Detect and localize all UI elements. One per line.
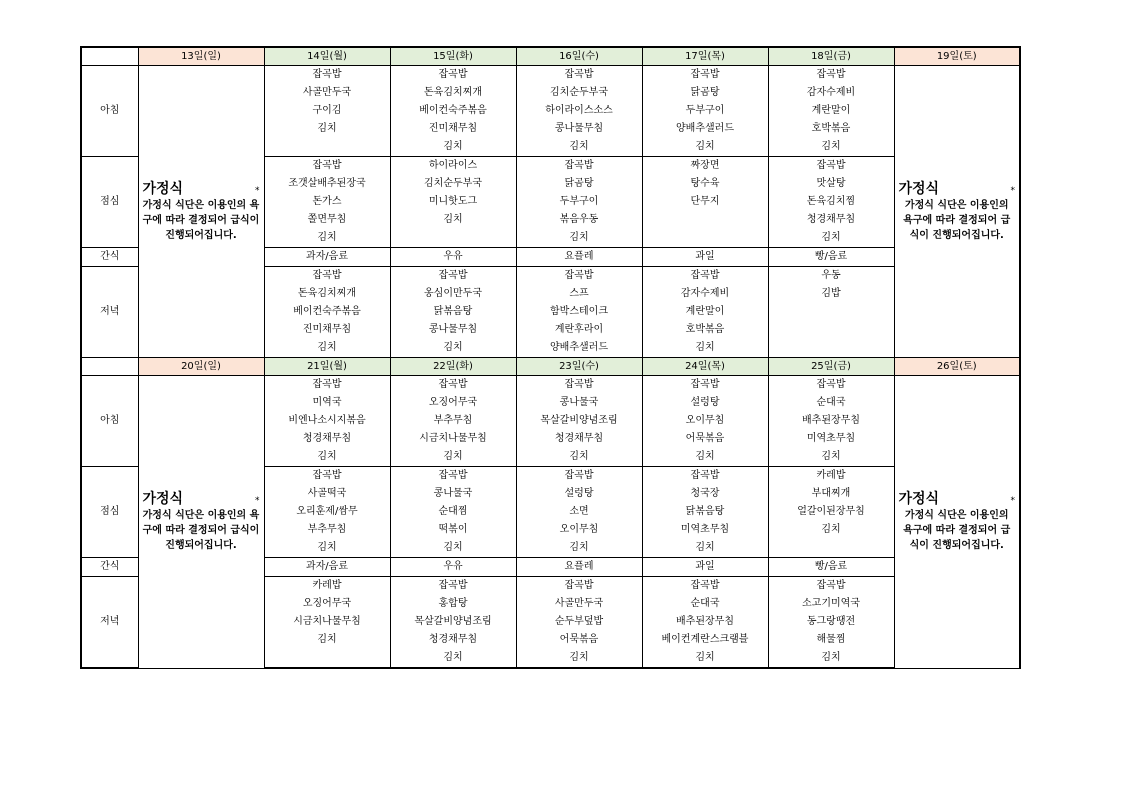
meal-label-snack: 간식 (81, 558, 138, 577)
home-meal-title (143, 490, 260, 508)
menu-item: 잡곡밥 (438, 69, 468, 80)
date-header: 19일(토) (894, 47, 1020, 66)
date-header: 14일(월) (264, 47, 390, 66)
home-meal-title (899, 180, 1016, 198)
home-meal-desc: 가정식 식단은 이용인의 욕구에 따라 결정되어 급식이 진행되어집니다. (142, 200, 260, 241)
menu-item: 순대국 (816, 397, 846, 408)
date-header: 26일(토) (894, 358, 1020, 376)
menu-cell: 빵/음료 (768, 248, 894, 267)
menu-item: 잡곡밥 (690, 379, 720, 390)
menu-item: 해물찜 (816, 634, 846, 645)
menu-cell (264, 66, 390, 157)
date-header-row (81, 358, 1020, 376)
menu-cell: 과일 (642, 248, 768, 267)
weekly-meal-table (80, 46, 1021, 669)
menu-item: 우동 (821, 270, 841, 281)
menu-item: 김치 (443, 451, 463, 462)
menu-item: 계란말이 (811, 105, 851, 116)
menu-item: 베이컨숙주볶음 (293, 306, 361, 317)
menu-item: 스프 (569, 288, 589, 299)
menu-item: 목살갈비양념조림 (414, 616, 492, 627)
meal-row-breakfast (81, 376, 1020, 467)
menu-item: 계란후라이 (554, 324, 604, 335)
menu-item: 떡볶이 (438, 524, 468, 535)
menu-item: 잡곡밥 (816, 69, 846, 80)
menu-item: 김치 (695, 652, 715, 663)
menu-item: 계란말이 (685, 306, 725, 317)
meal-label-breakfast: 아침 (81, 66, 138, 157)
menu-item: 김치 (821, 451, 841, 462)
menu-item: 미니핫도그 (428, 196, 478, 207)
menu-item: 목살갈비양념조림 (540, 415, 618, 426)
menu-item: 김치 (317, 542, 337, 553)
menu-item: 김치 (821, 524, 841, 535)
menu-item: 돈육김치찌개 (298, 288, 356, 299)
menu-item: 베이컨계란스크램블 (661, 634, 749, 645)
menu-item: 콩나물국 (559, 397, 599, 408)
menu-cell (642, 376, 768, 467)
meal-label-dinner: 저녁 (81, 267, 138, 358)
menu-item: 김치 (695, 141, 715, 152)
menu-item: 잡곡밥 (438, 470, 468, 481)
menu-cell (516, 66, 642, 157)
menu-item: 짜장면 (690, 160, 720, 171)
menu-cell: 과일 (642, 558, 768, 577)
date-header: 21일(월) (264, 358, 390, 376)
menu-item: 설렁탕 (690, 397, 720, 408)
home-meal-title-text: 가정식 (142, 181, 184, 197)
date-header-row (81, 47, 1020, 66)
menu-item: 하이라이스 (428, 160, 478, 171)
menu-item: 김치순두부국 (550, 87, 608, 98)
date-header: 15일(화) (390, 47, 516, 66)
date-header: 20일(일) (138, 358, 264, 376)
menu-item: 배추된장무침 (802, 415, 860, 426)
menu-item: 잡곡밥 (312, 270, 342, 281)
menu-cell (642, 267, 768, 358)
meal-label-lunch: 점심 (81, 467, 138, 558)
menu-item: 옹심이만두국 (424, 288, 482, 299)
menu-item: 콩나물무침 (428, 324, 478, 335)
menu-item: 오징어무국 (428, 397, 478, 408)
asterisk-mark: * (1010, 186, 1015, 196)
menu-item: 잡곡밥 (564, 160, 594, 171)
menu-cell: 과자/음료 (264, 558, 390, 577)
menu-cell (264, 157, 390, 248)
menu-item: 미역초무침 (680, 524, 730, 535)
menu-item: 잡곡밥 (564, 69, 594, 80)
menu-cell (768, 577, 894, 669)
menu-item: 순대국 (690, 598, 720, 609)
menu-item: 카레밥 (312, 580, 342, 591)
menu-item: 김치 (569, 652, 589, 663)
menu-item: 순두부덮밥 (554, 616, 604, 627)
menu-item: 닭곰탕 (564, 178, 594, 189)
menu-item: 미역초무침 (806, 433, 856, 444)
menu-cell (642, 66, 768, 157)
menu-item: 부대찌개 (811, 488, 851, 499)
menu-item: 사골떡국 (307, 488, 347, 499)
asterisk-mark: * (1010, 496, 1015, 507)
menu-item: 잡곡밥 (690, 69, 720, 80)
menu-item: 호박볶음 (685, 324, 725, 335)
menu-item: 콩나물무침 (554, 123, 604, 134)
menu-item: 양배추샐러드 (676, 123, 734, 134)
menu-item: 김치순두부국 (424, 178, 482, 189)
menu-item: 소면 (569, 506, 589, 517)
home-meal-desc: 가정식 식단은 이용인의 욕구에 따라 결정되어 급식이 진행되어집니다. (903, 200, 1011, 241)
menu-item: 단무지 (690, 196, 720, 207)
menu-item: 김치 (443, 342, 463, 353)
date-header: 16일(수) (516, 47, 642, 66)
menu-item: 시금치나물무침 (419, 433, 487, 444)
menu-item: 돈육김치찌개 (424, 87, 482, 98)
menu-item: 소고기미역국 (802, 598, 860, 609)
menu-item: 잡곡밥 (816, 379, 846, 390)
menu-item: 오징어무국 (302, 598, 352, 609)
menu-item: 감자수제비 (680, 288, 730, 299)
menu-item: 김치 (443, 542, 463, 553)
menu-item: 김치 (569, 141, 589, 152)
menu-cell (390, 157, 516, 248)
menu-cell (264, 267, 390, 358)
menu-item: 어묵볶음 (685, 433, 725, 444)
menu-item: 동그랑땡전 (806, 616, 856, 627)
menu-item: 김치 (443, 652, 463, 663)
header-blank (81, 358, 138, 376)
home-meal-cell (894, 66, 1020, 358)
menu-item: 잡곡밥 (690, 470, 720, 481)
menu-item: 청경채무침 (428, 634, 478, 645)
menu-item: 콩나물국 (433, 488, 473, 499)
menu-item: 두부구이 (685, 105, 725, 116)
menu-item: 얼갈이된장무침 (797, 506, 865, 517)
menu-item: 비엔나소시지볶음 (288, 415, 366, 426)
menu-item: 김치 (695, 451, 715, 462)
menu-item: 김치 (695, 542, 715, 553)
menu-cell (390, 267, 516, 358)
menu-item: 베이컨숙주볶음 (419, 105, 487, 116)
menu-item: 김치 (443, 141, 463, 152)
menu-cell (768, 376, 894, 467)
menu-item: 하이라이스소스 (545, 105, 613, 116)
menu-item: 순대찜 (438, 506, 468, 517)
menu-item: 홍합탕 (438, 598, 468, 609)
menu-item: 잡곡밥 (564, 379, 594, 390)
home-meal-cell (138, 66, 264, 358)
menu-item: 김치 (317, 451, 337, 462)
menu-item: 김치 (821, 232, 841, 243)
menu-item: 시금치나물무침 (293, 616, 361, 627)
date-header: 23일(수) (516, 358, 642, 376)
menu-item: 카레밥 (816, 470, 846, 481)
menu-item: 김치 (317, 232, 337, 243)
meal-label-lunch: 점심 (81, 157, 138, 248)
menu-cell (390, 376, 516, 467)
date-header: 22일(화) (390, 358, 516, 376)
menu-item: 잡곡밥 (312, 379, 342, 390)
menu-item: 잡곡밥 (312, 160, 342, 171)
menu-cell (516, 157, 642, 248)
menu-item: 김치 (569, 232, 589, 243)
menu-item: 볶음우동 (559, 214, 599, 225)
menu-item: 돈가스 (312, 196, 342, 207)
menu-item: 잡곡밥 (564, 470, 594, 481)
menu-cell (768, 467, 894, 558)
menu-item: 잡곡밥 (564, 270, 594, 281)
home-meal-cell (894, 376, 1020, 669)
meal-row-breakfast (81, 66, 1020, 157)
menu-cell (768, 157, 894, 248)
home-meal-title (143, 180, 260, 198)
menu-item: 잡곡밥 (312, 470, 342, 481)
menu-item: 오리훈제/쌈무 (296, 506, 358, 517)
menu-item: 잡곡밥 (438, 270, 468, 281)
menu-item: 잡곡밥 (438, 379, 468, 390)
menu-cell (642, 157, 768, 248)
home-meal-title-text: 가정식 (898, 181, 940, 197)
menu-cell (642, 577, 768, 669)
menu-cell (264, 467, 390, 558)
asterisk-mark: * (255, 496, 260, 507)
meal-label-snack: 간식 (81, 248, 138, 267)
home-meal-desc: 가정식 식단은 이용인의 욕구에 따라 결정되어 급식이 진행되어집니다. (903, 510, 1011, 552)
menu-item: 김치 (569, 542, 589, 553)
menu-item: 청경채무침 (806, 214, 856, 225)
menu-item: 청국장 (690, 488, 720, 499)
menu-cell (516, 267, 642, 358)
menu-cell (642, 467, 768, 558)
menu-cell (264, 376, 390, 467)
menu-item: 돈육김치찜 (806, 196, 856, 207)
menu-item: 잡곡밥 (690, 580, 720, 591)
menu-item: 두부구이 (559, 196, 599, 207)
menu-cell (390, 66, 516, 157)
menu-item: 부추무침 (307, 524, 347, 535)
menu-cell (516, 376, 642, 467)
menu-item: 청경채무침 (554, 433, 604, 444)
menu-item: 부추무침 (433, 415, 473, 426)
menu-cell (768, 66, 894, 157)
menu-cell (516, 577, 642, 669)
menu-item: 닭볶음탕 (433, 306, 473, 317)
date-header: 17일(목) (642, 47, 768, 66)
home-meal-cell (138, 376, 264, 669)
menu-cell: 빵/음료 (768, 558, 894, 577)
menu-item: 미역국 (312, 397, 342, 408)
home-meal-title-text: 가정식 (898, 491, 940, 508)
menu-cell: 요플레 (516, 248, 642, 267)
menu-cell (516, 467, 642, 558)
menu-cell (768, 267, 894, 358)
menu-cell: 우유 (390, 558, 516, 577)
date-header: 25일(금) (768, 358, 894, 376)
home-meal-desc: 가정식 식단은 이용인의 욕구에 따라 결정되어 급식이 진행되어집니다. (142, 510, 260, 552)
menu-item: 김치 (317, 342, 337, 353)
menu-item: 잡곡밥 (690, 270, 720, 281)
date-header: 13일(일) (138, 47, 264, 66)
menu-item: 설렁탕 (564, 488, 594, 499)
menu-item: 쫄면무침 (307, 214, 347, 225)
menu-item: 닭볶음탕 (685, 506, 725, 517)
menu-item: 사골만두국 (554, 598, 604, 609)
meal-label-breakfast: 아침 (81, 376, 138, 467)
menu-item: 진미채무침 (428, 123, 478, 134)
menu-item: 잡곡밥 (312, 69, 342, 80)
home-meal-title-text: 가정식 (142, 491, 184, 508)
menu-item: 함박스테이크 (550, 306, 608, 317)
menu-item: 호박볶음 (811, 123, 851, 134)
menu-item: 배추된장무침 (676, 616, 734, 627)
menu-item: 김치 (443, 214, 463, 225)
menu-item: 감자수제비 (806, 87, 856, 98)
menu-item: 닭곰탕 (690, 87, 720, 98)
menu-item: 양배추샐러드 (550, 342, 608, 353)
menu-cell: 과자/음료 (264, 248, 390, 267)
date-header: 24일(목) (642, 358, 768, 376)
menu-item: 김치 (821, 652, 841, 663)
menu-item: 구이김 (312, 105, 342, 116)
menu-item: 오이무침 (559, 524, 599, 535)
menu-item: 김치 (569, 451, 589, 462)
home-meal-title (899, 490, 1016, 508)
menu-item: 어묵볶음 (559, 634, 599, 645)
header-blank (81, 47, 138, 66)
menu-item: 김치 (317, 634, 337, 645)
meal-label-dinner: 저녁 (81, 577, 138, 669)
menu-item: 김치 (821, 141, 841, 152)
menu-cell (390, 577, 516, 669)
menu-item: 잡곡밥 (438, 580, 468, 591)
menu-item: 조갯살배추된장국 (288, 178, 366, 189)
menu-item: 김밥 (821, 288, 841, 299)
menu-item: 잡곡밥 (816, 160, 846, 171)
asterisk-mark: * (255, 186, 260, 196)
menu-item: 맛살탕 (816, 178, 846, 189)
menu-item: 사골만두국 (302, 87, 352, 98)
menu-item: 잡곡밥 (564, 580, 594, 591)
menu-item: 오이무침 (685, 415, 725, 426)
menu-cell (264, 577, 390, 669)
menu-item: 청경채무침 (302, 433, 352, 444)
menu-item: 진미채무침 (302, 324, 352, 335)
menu-item: 탕수육 (690, 178, 720, 189)
menu-item: 김치 (317, 123, 337, 134)
menu-item: 잡곡밥 (816, 580, 846, 591)
menu-item: 김치 (695, 342, 715, 353)
menu-cell: 우유 (390, 248, 516, 267)
menu-cell: 요플레 (516, 558, 642, 577)
menu-cell (390, 467, 516, 558)
date-header: 18일(금) (768, 47, 894, 66)
